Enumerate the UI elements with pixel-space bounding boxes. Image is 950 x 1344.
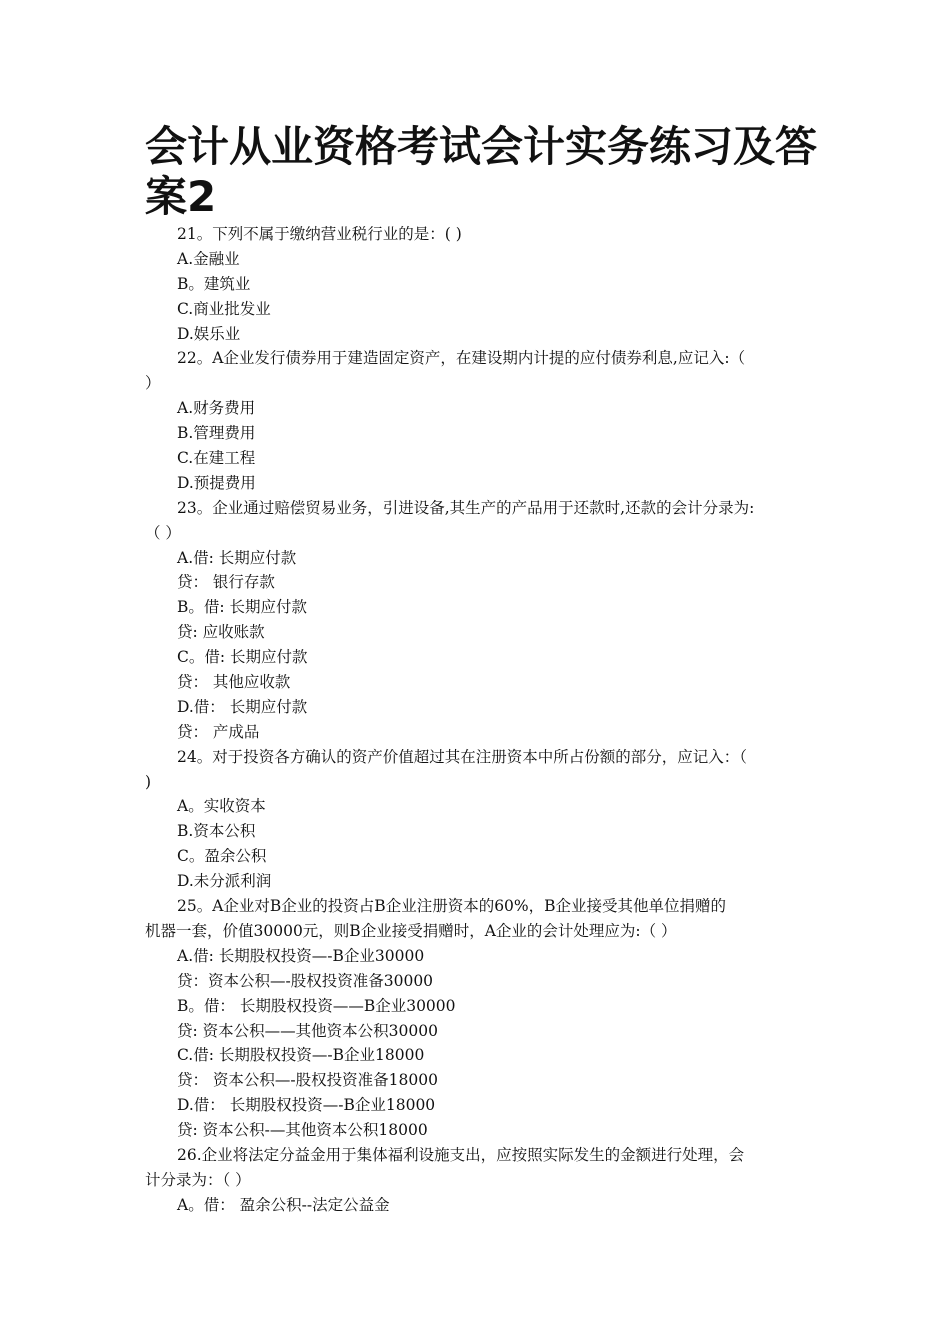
document-line: D.借： 长期股权投资—-B企业18000 — [177, 1096, 436, 1115]
document-line: 23。企业通过赔偿贸易业务，引进设备,其生产的产品用于还款时,还款的会计分录为: — [177, 498, 755, 517]
document-line: A.财务费用 — [177, 399, 256, 418]
document-line: 贷： 资本公积—-股权投资准备18000 — [177, 1071, 438, 1090]
document-line: B。建筑业 — [177, 274, 251, 293]
document-line: ) — [145, 772, 152, 791]
document-line: D.娱乐业 — [177, 324, 241, 343]
document-line: C。借: 长期应付款 — [177, 648, 308, 667]
document-line: D.借： 长期应付款 — [177, 697, 308, 716]
document-line: C.商业批发业 — [177, 299, 271, 318]
document-line: 贷: 资本公积-—其他资本公积18000 — [177, 1121, 428, 1140]
document-line: C。盈余公积 — [177, 847, 267, 866]
document-line: A.借: 长期应付款 — [177, 548, 297, 567]
document-line: 计分录为：（ ） — [145, 1170, 251, 1189]
document-line: 21。下列不属于缴纳营业税行业的是：( ) — [177, 225, 462, 243]
document-line: 贷: 应收账款 — [177, 623, 265, 642]
document-line: 贷： 其他应收款 — [177, 673, 291, 692]
document-line: B.资本公积 — [177, 822, 256, 841]
document-line: 24。对于投资各方确认的资产价值超过其在注册资本中所占份额的部分，应记入：（ — [177, 747, 747, 766]
document-line: D.预提费用 — [177, 473, 256, 492]
document-line: B。借: 长期应付款 — [177, 598, 308, 617]
document-line: A。实收资本 — [177, 797, 266, 816]
document-line: 26.企业将法定分益金用于集体福利设施支出，应按照实际发生的金额进行处理，会 — [177, 1145, 745, 1164]
document-line: C.借: 长期股权投资—-B企业18000 — [177, 1046, 425, 1065]
document-line: B.管理费用 — [177, 424, 256, 443]
document-line: A.金融业 — [177, 249, 240, 268]
document-line: 22。A企业发行债券用于建造固定资产，在建设期内计提的应付债券利息,应记入:（ — [177, 349, 746, 368]
document-line: 25。A企业对B企业的投资占B企业注册资本的60%，B企业接受其他单位捐赠的 — [177, 897, 727, 916]
document-title: 会计从业资格考试会计实务练习及答案2 — [145, 122, 818, 221]
document-line: 机器一套，价值30000元，则B企业接受捐赠时，A企业的会计处理应为:（ ） — [145, 921, 677, 940]
document-line: 贷：资本公积—-股权投资准备30000 — [177, 971, 434, 990]
document-line: A。借： 盈余公积--法定公益金 — [177, 1195, 390, 1214]
document-line: 贷： 银行存款 — [177, 573, 275, 592]
document-line: C.在建工程 — [177, 449, 256, 468]
document-line: A.借: 长期股权投资—-B企业30000 — [177, 946, 425, 965]
document-line: 贷： 产成品 — [177, 722, 260, 741]
document-line: 贷: 资本公积——其他资本公积30000 — [177, 1021, 438, 1040]
document-body — [145, 222, 805, 1218]
document-line: D.未分派利润 — [177, 872, 272, 891]
document-line: B。借： 长期股权投资——B企业30000 — [177, 996, 456, 1015]
document-line: （ ） — [145, 523, 181, 542]
document-line: ） — [145, 374, 161, 393]
